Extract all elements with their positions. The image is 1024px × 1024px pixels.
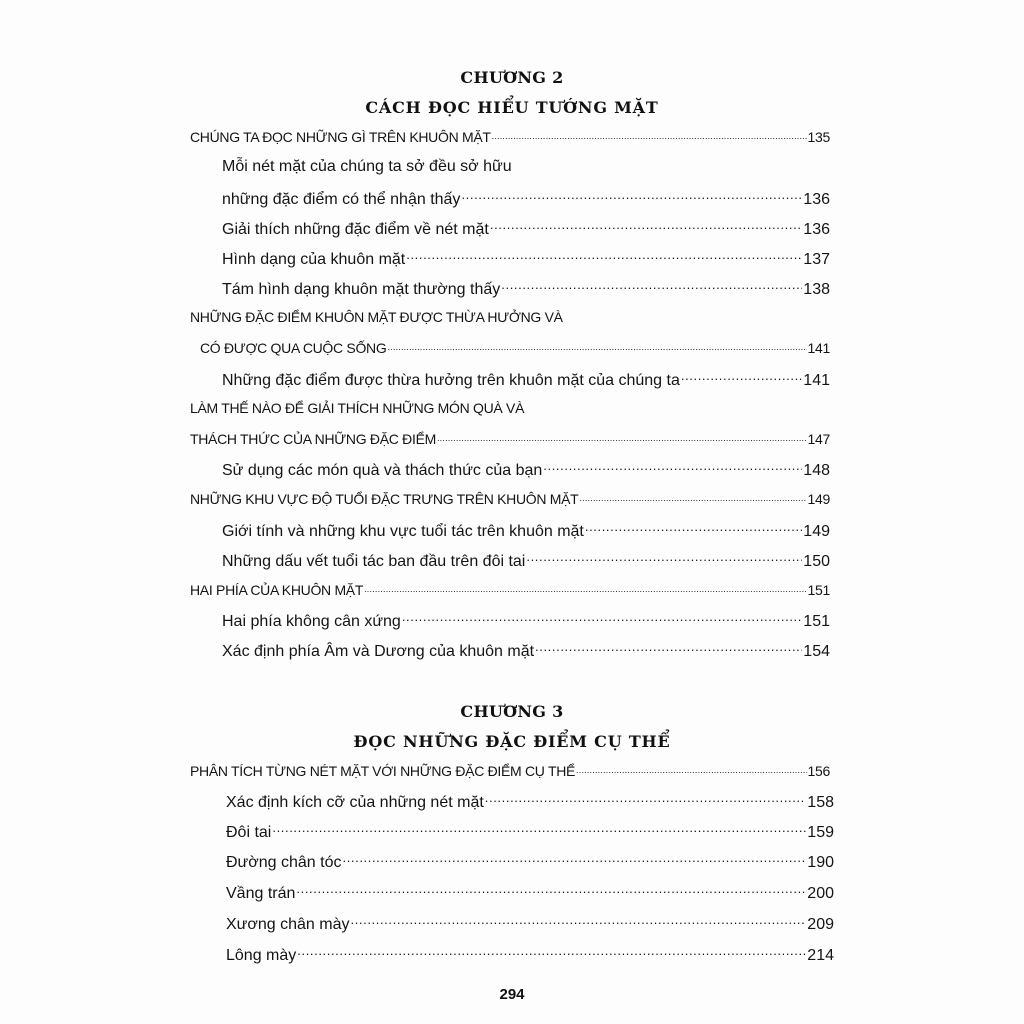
dot-leader xyxy=(364,581,806,595)
dot-leader xyxy=(579,490,806,504)
toc-entry xyxy=(226,851,834,872)
toc-entry xyxy=(226,882,834,903)
dot-leader xyxy=(342,851,806,867)
toc-entry xyxy=(190,309,563,325)
dot-leader xyxy=(576,762,806,776)
toc-entry-text: Xương chân mày xyxy=(226,916,350,933)
toc-page-number: 190 xyxy=(807,854,834,871)
dot-leader xyxy=(585,520,802,536)
chapter-3-title: ĐỌC NHỮNG ĐẶC ĐIỂM CỤ THỂ xyxy=(353,732,671,751)
toc-entry xyxy=(222,520,830,541)
toc-entry xyxy=(222,188,830,209)
toc-page-number: 150 xyxy=(803,553,830,570)
dot-leader xyxy=(350,913,806,929)
toc-entry-text: NHỮNG KHU VỰC ĐỘ TUỔI ĐẶC TRƯNG TRÊN KHUÔN MẶT xyxy=(190,491,579,507)
toc-page-number: 214 xyxy=(807,947,834,964)
toc-entry xyxy=(222,278,830,299)
toc-page-number: 138 xyxy=(803,281,830,298)
toc-entry xyxy=(190,490,830,507)
toc-page-number: 135 xyxy=(807,129,830,145)
toc-entry xyxy=(222,158,512,176)
dot-leader xyxy=(461,188,802,204)
toc-page-number: 137 xyxy=(803,251,830,268)
toc-entry xyxy=(190,400,524,416)
toc-entry-text: CHÚNG TA ĐỌC NHỮNG GÌ TRÊN KHUÔN MẶT xyxy=(190,129,491,145)
toc-entry xyxy=(222,459,830,480)
dot-leader xyxy=(437,430,807,444)
toc-entry xyxy=(190,762,830,779)
toc-entry-text: Xác định phía Âm và Dương của khuôn mặt xyxy=(222,643,535,660)
toc-entry-text: HAI PHÍA CỦA KHUÔN MẶT xyxy=(190,582,364,598)
toc-entry xyxy=(222,218,830,239)
toc-entry-text: Tám hình dạng khuôn mặt thường thấy xyxy=(222,281,501,298)
toc-entry xyxy=(190,581,830,598)
dot-leader xyxy=(296,882,806,898)
toc-page-number: 147 xyxy=(807,431,830,447)
dot-leader xyxy=(490,218,802,234)
dot-leader xyxy=(485,791,807,807)
toc-page-number: 149 xyxy=(803,523,830,540)
dot-leader xyxy=(535,640,802,656)
dot-leader xyxy=(402,610,802,626)
toc-entry-text: Xác định kích cỡ của những nét mặt xyxy=(226,794,484,811)
toc-page-number: 136 xyxy=(803,221,830,238)
toc-entry xyxy=(222,640,830,661)
toc-entry xyxy=(222,610,830,631)
dot-leader xyxy=(501,278,802,294)
toc-page-number: 159 xyxy=(807,824,834,841)
toc-entry-text: Giải thích những đặc điểm về nét mặt xyxy=(222,221,489,238)
toc-entry-text: Hình dạng của khuôn mặt xyxy=(222,251,406,268)
toc-page-number: 156 xyxy=(807,763,830,779)
toc-entry xyxy=(226,944,834,965)
toc-entry-text: NHỮNG ĐẶC ĐIỂM KHUÔN MẶT ĐƯỢC THỪA HƯỞNG VÀ xyxy=(190,309,563,325)
toc-entry xyxy=(222,248,830,269)
toc-entry-text: PHÂN TÍCH TỪNG NÉT MẶT VỚI NHỮNG ĐẶC ĐIỂM CỤ THỂ xyxy=(190,763,576,779)
toc-entry xyxy=(226,821,834,842)
toc-entry-text: Vầng trán xyxy=(226,885,296,902)
dot-leader xyxy=(492,128,807,142)
toc-entry-text: Những đặc điểm được thừa hưởng trên khuôn mặt của chúng ta xyxy=(222,372,680,389)
toc-entry-text: Mỗi nét mặt của chúng ta sở đều sở hữu xyxy=(222,158,512,175)
toc-entry xyxy=(222,550,830,571)
page-number: 294 xyxy=(499,986,525,1003)
toc-entry-text: Đôi tai xyxy=(226,824,272,841)
toc-entry-text: Đường chân tóc xyxy=(226,854,342,871)
toc-page-number: 148 xyxy=(803,462,830,479)
toc-entry-text: những đặc điểm có thể nhận thấy xyxy=(222,191,461,208)
chapter-3-number: CHƯƠNG 3 xyxy=(460,702,564,721)
dot-leader xyxy=(297,944,806,960)
toc-page-number: 158 xyxy=(807,794,834,811)
toc-entry xyxy=(190,128,830,145)
dot-leader xyxy=(406,248,802,264)
toc-page-number: 149 xyxy=(807,491,830,507)
toc-page-number: 200 xyxy=(807,885,834,902)
toc-entry-text: LÀM THẾ NÀO ĐỂ GIẢI THÍCH NHỮNG MÓN QUÀ VÀ xyxy=(190,400,525,416)
toc-entry xyxy=(222,369,830,390)
chapter-2-number: CHƯƠNG 2 xyxy=(460,68,564,87)
toc-page-number: 141 xyxy=(803,372,830,389)
toc-entry-text: THÁCH THỨC CỦA NHỮNG ĐẶC ĐIỂM xyxy=(190,431,436,447)
toc-entry xyxy=(190,430,830,447)
toc-page-number: 136 xyxy=(803,191,830,208)
toc-page-number: 151 xyxy=(803,613,830,630)
dot-leader xyxy=(526,550,802,566)
toc-page-number: 154 xyxy=(803,643,830,660)
dot-leader xyxy=(387,339,806,353)
dot-leader xyxy=(543,459,802,475)
toc-entry-text: Giới tính và những khu vực tuổi tác trên khuôn mặt xyxy=(222,523,584,540)
toc-entry xyxy=(226,791,834,812)
toc-entry xyxy=(226,913,834,934)
toc-page-number: 151 xyxy=(807,582,830,598)
dot-leader xyxy=(681,369,802,385)
chapter-2-title: CÁCH ĐỌC HIỂU TƯỚNG MẶT xyxy=(365,98,659,117)
toc-entry-text: Hai phía không cân xứng xyxy=(222,613,401,630)
toc-entry-text: Những dấu vết tuổi tác ban đầu trên đôi tai xyxy=(222,553,526,570)
toc-entry xyxy=(200,339,830,356)
toc-entry-text: Sử dụng các món quà và thách thức của bạn xyxy=(222,462,543,479)
toc-entry-text: CÓ ĐƯỢC QUA CUỘC SỐNG xyxy=(200,340,387,356)
dot-leader xyxy=(272,821,806,837)
toc-entry-text: Lông mày xyxy=(226,947,297,964)
toc-page-number: 141 xyxy=(807,340,830,356)
toc-page-number: 209 xyxy=(807,916,834,933)
